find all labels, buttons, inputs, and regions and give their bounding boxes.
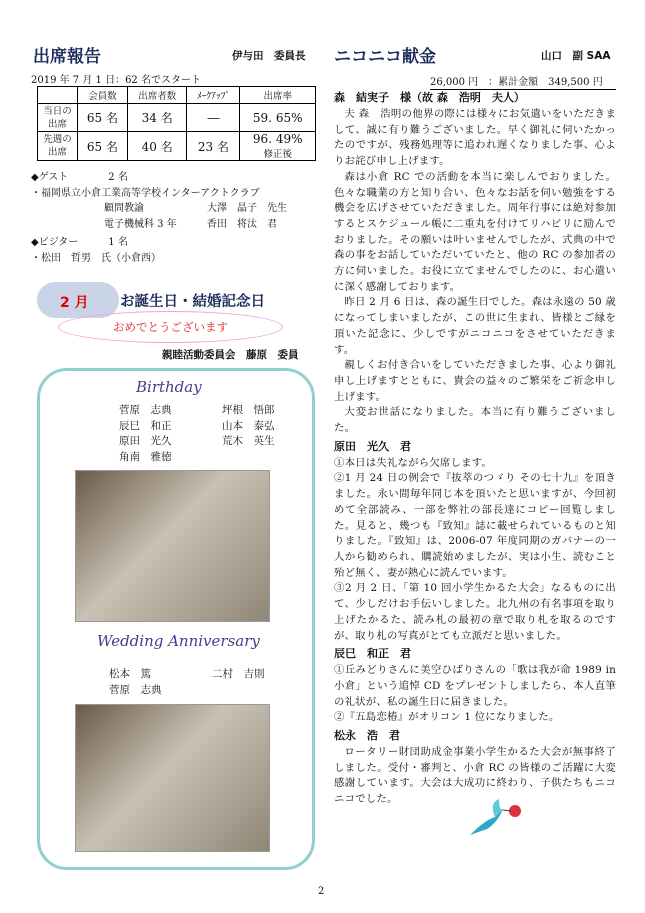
person-name: 角南 雅徳 (119, 450, 172, 463)
guest-role: 電子機械科 3 年 (104, 218, 177, 230)
entry-paragraph: ②『五島恋椿』がオリコン 1 位になりました。 (334, 711, 560, 724)
person-name: 松本 篤 (109, 668, 151, 680)
attendance-by: 伊与田 委員長 (232, 50, 306, 62)
guest-name: 香田 将汰 君 (207, 218, 277, 230)
person-name: 辰巳 和正 (119, 419, 172, 432)
guest-name: 大澤 晶子 先生 (207, 203, 287, 214)
birthday-title: Birthday (136, 378, 202, 396)
entry-name: 原田 光久 君 (334, 439, 411, 453)
column-header (38, 87, 78, 104)
entry-paragraph: ①本日は失礼ながら欠席します。 (334, 456, 493, 469)
entry-name: 松永 浩 君 (334, 729, 400, 743)
entry-paragraph: ③2 月 2 日、「第 10 回小学生かるた大会」なるものに出て、少しだけお手伝いしました。北九州の有名事項を取り上げたかるた、読み札の最初の章で取り札を取るのですが、取り札の写真がとても立派だと思いました。 (334, 582, 616, 642)
nikoniko-title: ニコニコ献金 (334, 47, 436, 67)
row-label: 当日の 出席 (38, 104, 78, 132)
entry-paragraph: ロータリー財団助成金事業小学生かるた大会が無事終了しました。受付・審判と、小倉 RC の皆様のご活躍に大変感謝しています。大会は大成功に終わり、子供たちもニコニコでした。 (334, 746, 616, 806)
table-row (38, 104, 316, 132)
cell-value: ― (207, 110, 220, 125)
wedding-photo (75, 704, 270, 852)
cell-value: 34 名 (141, 111, 173, 125)
column-header: 出席率 (240, 87, 316, 104)
cell-value: 23 名 (197, 139, 229, 154)
entry-paragraph: ①丘みどりさんに美空ひばりさんの「歌は我が命 1989 in 小倉」という追悼 CD をプレゼントしましたら、本人直筆の礼状が、私の誕生日に届きました。 (334, 664, 616, 708)
person-name: 山本 泰弘 (222, 419, 275, 432)
wedding-title: Wedding Anniversary (97, 632, 260, 650)
cell (78, 104, 128, 132)
entry-paragraph: ②1 月 24 日の例会で『抜萃のつゞり その七十九』を頂きました。永い間毎年同じ本を頂いたと思いますが、今回初めて全部読み、一部を弊社の部長達にコピー回覧しました。見ると、幾つも『致知』誌に載せられているものと知りました。『致知』は、2006-07 年度同期のガバナーの一人から勧められ、購読始めましたが、実は小生、読むこと殆ど無く、妻が熱心に読んでいます。 (334, 472, 616, 579)
cell (240, 104, 316, 132)
entry-paragraph: 親しくお付き合いをしていただきました事、心より御礼申し上げますとともに、貴会の益々のご繁栄をご祈念申し上げます。 (334, 359, 616, 403)
hummingbird-icon (465, 795, 525, 845)
entry-name: 森 結実子 様（故 森 浩明 夫人） (334, 91, 525, 104)
entry-body (334, 456, 616, 644)
frame-top-chain (92, 368, 252, 371)
row-label: 先週の 出席 (38, 132, 78, 161)
cell-note: 修正後 (263, 149, 292, 160)
wedding-right (212, 667, 265, 683)
entry-body (334, 107, 616, 437)
table-row (38, 132, 316, 161)
visitor-label: ◆ビジター 1 名 (31, 237, 128, 248)
cell (187, 104, 240, 132)
wedding-left (109, 667, 162, 698)
cell-value: 65 名 (86, 111, 119, 125)
entry-body (334, 663, 616, 726)
attendance-title: 出席報告 (33, 47, 101, 67)
entry-paragraph: 昨日 2 月 6 日は、森の誕生日でした。森は永遠の 50 歳になってしまいましたが、この世に生まれ、皆様とご縁を頂いた記念に、少しですがニコニコをさせていただきます。 (334, 296, 616, 356)
cell (187, 132, 240, 161)
cell-value: 65 名 (86, 139, 119, 154)
nikoniko-by: 山口 副 SAA (541, 50, 611, 62)
celebration-month: 2 月 (60, 295, 89, 311)
guest-label: ◆ゲスト 2 名 (31, 172, 128, 183)
person-name: 二村 吉則 (212, 668, 265, 680)
birthday-left (119, 403, 172, 465)
attendance-table (37, 86, 316, 161)
guest-org: ・福岡県立小倉工業高等学校インターアクトクラブ (31, 187, 260, 199)
cell (240, 132, 316, 161)
visitor-name: ・松田 哲男 氏（小倉西） (31, 252, 161, 264)
cell (127, 132, 187, 161)
birthday-photo (75, 470, 270, 622)
birthday-right (222, 403, 275, 450)
entry-name: 辰巳 和正 君 (334, 647, 411, 661)
column-header: ﾒｰｸｱｯﾌﾟ (187, 87, 240, 104)
person-name: 菅原 志典 (119, 404, 172, 416)
cell (78, 132, 128, 161)
column-header: 出席者数 (127, 87, 187, 104)
guest-section (31, 170, 321, 266)
cell-value: 59. 65% (252, 110, 303, 125)
entry-paragraph: 夫 森 浩明の他界の際には様々にお気遣いをいただきまして、誠に有り難うございました。早く御礼に伺いたかったのですが、残務処理等に追われ遅くなりました事、心よりお詫び申し上げます。 (334, 108, 616, 168)
entry-paragraph: 森は小倉 RC での活動を本当に楽しんでおりました。色々な職業の方と知り合い、色々なお話を伺い勉強をする機会を広げさせていただきました。周年行事には絶対参加するとスケジュール帳に二重丸を付けてリハビリに励んでおりました。その願いは叶いませんでしたが、式典の中で森の事をお話していただいていたと、他の RC の参加者の方に伺いました。お役に立てませんでしたのに、お心遣いに深く感謝しております。 (334, 170, 616, 293)
page-number: 2 (318, 886, 325, 897)
celebration-by: 親睦活動委員会 藤原 委員 (162, 349, 299, 361)
congrats-ellipse: おめでとうございます (58, 311, 283, 343)
person-name: 坪根 悟郎 (222, 404, 275, 416)
cell (127, 104, 187, 132)
attendance-start: 2019 年 7 月 1 日：62 名でスタート (31, 75, 201, 86)
entry-paragraph: 大変お世話になりました。本当に有り難うございました。 (334, 406, 616, 435)
nikoniko-amount: 26,000 円 ：累計金額 349,500 円 (430, 73, 616, 90)
cell-value: 40 名 (141, 139, 173, 154)
person-name: 菅原 志典 (109, 683, 162, 696)
celebration-title: お誕生日・結婚記念日 (120, 294, 265, 310)
cell-value: 96. 49% (252, 132, 303, 146)
column-header: 会員数 (78, 87, 128, 104)
nikoniko-entries (334, 88, 616, 808)
guest-role: 顧問教諭 (104, 203, 144, 214)
person-name: 荒木 英生 (222, 435, 275, 447)
person-name: 原田 光久 (119, 435, 172, 447)
